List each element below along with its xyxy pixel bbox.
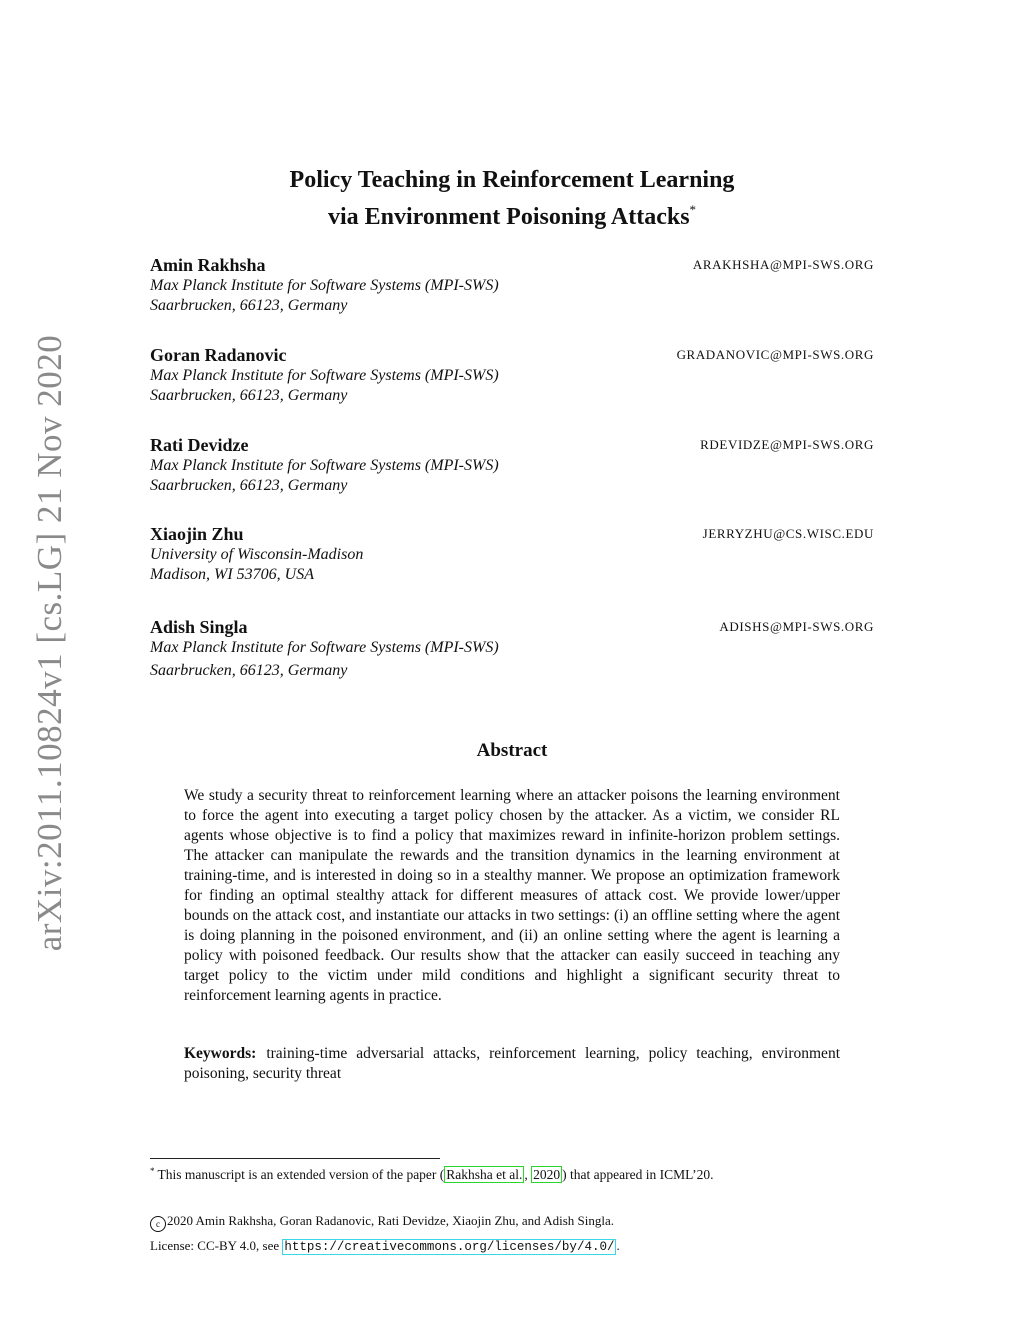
citation-link-year[interactable]: 2020 bbox=[533, 1167, 561, 1182]
author-address: Madison, WI 53706, USA bbox=[150, 566, 314, 583]
copyright-icon: c bbox=[150, 1216, 166, 1232]
author-email[interactable]: ARAKHSHA@MPI-SWS.ORG bbox=[692, 257, 874, 272]
license-line bbox=[150, 1237, 620, 1256]
copyright-text: 2020 Amin Rakhsha, Goran Radanovic, Rati Devidze, Xiaojin Zhu, and Adish Singla. bbox=[167, 1213, 614, 1228]
license-url-link[interactable]: https://creativecommons.org/licenses/by/4.0/ bbox=[284, 1240, 615, 1254]
author-affiliation: Max Planck Institute for Software Systems (MPI-SWS) bbox=[150, 639, 499, 656]
title-footnote-marker: * bbox=[689, 202, 697, 217]
author-name: Goran Radanovic bbox=[150, 345, 287, 365]
license-prefix: License: CC-BY 4.0, see bbox=[150, 1238, 283, 1253]
author-block bbox=[150, 254, 874, 316]
citation-separator: , bbox=[524, 1167, 532, 1182]
arxiv-stamp: arXiv:2011.10824v1 [cs.LG] 21 Nov 2020 bbox=[30, 334, 69, 952]
author-email[interactable]: GRADANOVIC@MPI-SWS.ORG bbox=[676, 347, 874, 362]
author-block bbox=[150, 523, 874, 585]
author-name: Amin Rakhsha bbox=[150, 255, 266, 275]
author-name: Adish Singla bbox=[150, 617, 248, 637]
footnote bbox=[150, 1162, 890, 1184]
author-affiliation: Max Planck Institute for Software Systems (MPI-SWS) bbox=[150, 367, 499, 384]
paper-title bbox=[0, 165, 1024, 232]
footnote-marker: * bbox=[150, 1166, 155, 1176]
abstract-heading: Abstract bbox=[476, 740, 548, 761]
keywords-label: Keywords: bbox=[184, 1045, 257, 1062]
author-email[interactable]: RDEVIDZE@MPI-SWS.ORG bbox=[700, 437, 874, 452]
author-block bbox=[150, 616, 874, 681]
title-line-1: Policy Teaching in Reinforcement Learning bbox=[289, 167, 735, 193]
author-address: Saarbrucken, 66123, Germany bbox=[150, 297, 348, 314]
author-affiliation: University of Wisconsin-Madison bbox=[150, 546, 364, 563]
author-block bbox=[150, 434, 874, 496]
author-name: Rati Devidze bbox=[150, 435, 249, 455]
footnote-text-after: ) that appeared in ICML’20. bbox=[562, 1167, 714, 1182]
keywords-text: training-time adversarial attacks, reinforcement learning, policy teaching, environment poisoning, security threat bbox=[184, 1045, 840, 1082]
author-address: Saarbrucken, 66123, Germany bbox=[150, 662, 348, 679]
footnote-divider bbox=[150, 1158, 440, 1159]
abstract-body: We study a security threat to reinforcement learning where an attacker poisons the learning environment to force the agent into executing a target policy chosen by the attacker. As a victim, we consider RL agents whose objective is to find a policy that maximizes reward in infinite-horizon problem settings. The attacker can manipulate the rewards and the transition dynamics in the learning environment at training-time, and is interested in doing so in a stealthy manner. We propose an optimization framework for finding an optimal stealthy attack for different measures of attack cost. We provide lower/upper bounds on the attack cost, and instantiate our attacks in two settings: (i) an offline setting where the agent is doing planning in the poisoned environment, and (ii) an online setting where the agent is learning a policy with poisoned feedback. Our results show that the attacker can easily succeed in teaching any target policy to the victim under mild conditions and highlight a significant security threat to reinforcement learning agents in practice. bbox=[184, 787, 840, 1004]
author-address: Saarbrucken, 66123, Germany bbox=[150, 477, 348, 494]
author-affiliation: Max Planck Institute for Software Systems (MPI-SWS) bbox=[150, 457, 499, 474]
author-email[interactable]: JERRYZHU@CS.WISC.EDU bbox=[702, 526, 874, 541]
citation-link-authors[interactable]: Rakhsha et al. bbox=[446, 1167, 523, 1182]
license-suffix: . bbox=[616, 1238, 620, 1253]
copyright-line bbox=[150, 1212, 614, 1232]
title-line-2-text: via Environment Poisoning Attacks bbox=[327, 204, 690, 230]
author-block bbox=[150, 344, 874, 406]
footnote-text-before: This manuscript is an extended version of the paper ( bbox=[157, 1167, 445, 1182]
author-email[interactable]: ADISHS@MPI-SWS.ORG bbox=[719, 619, 874, 634]
title-line-2 bbox=[0, 195, 1024, 232]
author-affiliation: Max Planck Institute for Software Systems (MPI-SWS) bbox=[150, 277, 499, 294]
keywords bbox=[184, 1044, 840, 1084]
author-name: Xiaojin Zhu bbox=[150, 524, 244, 544]
author-address: Saarbrucken, 66123, Germany bbox=[150, 387, 348, 404]
